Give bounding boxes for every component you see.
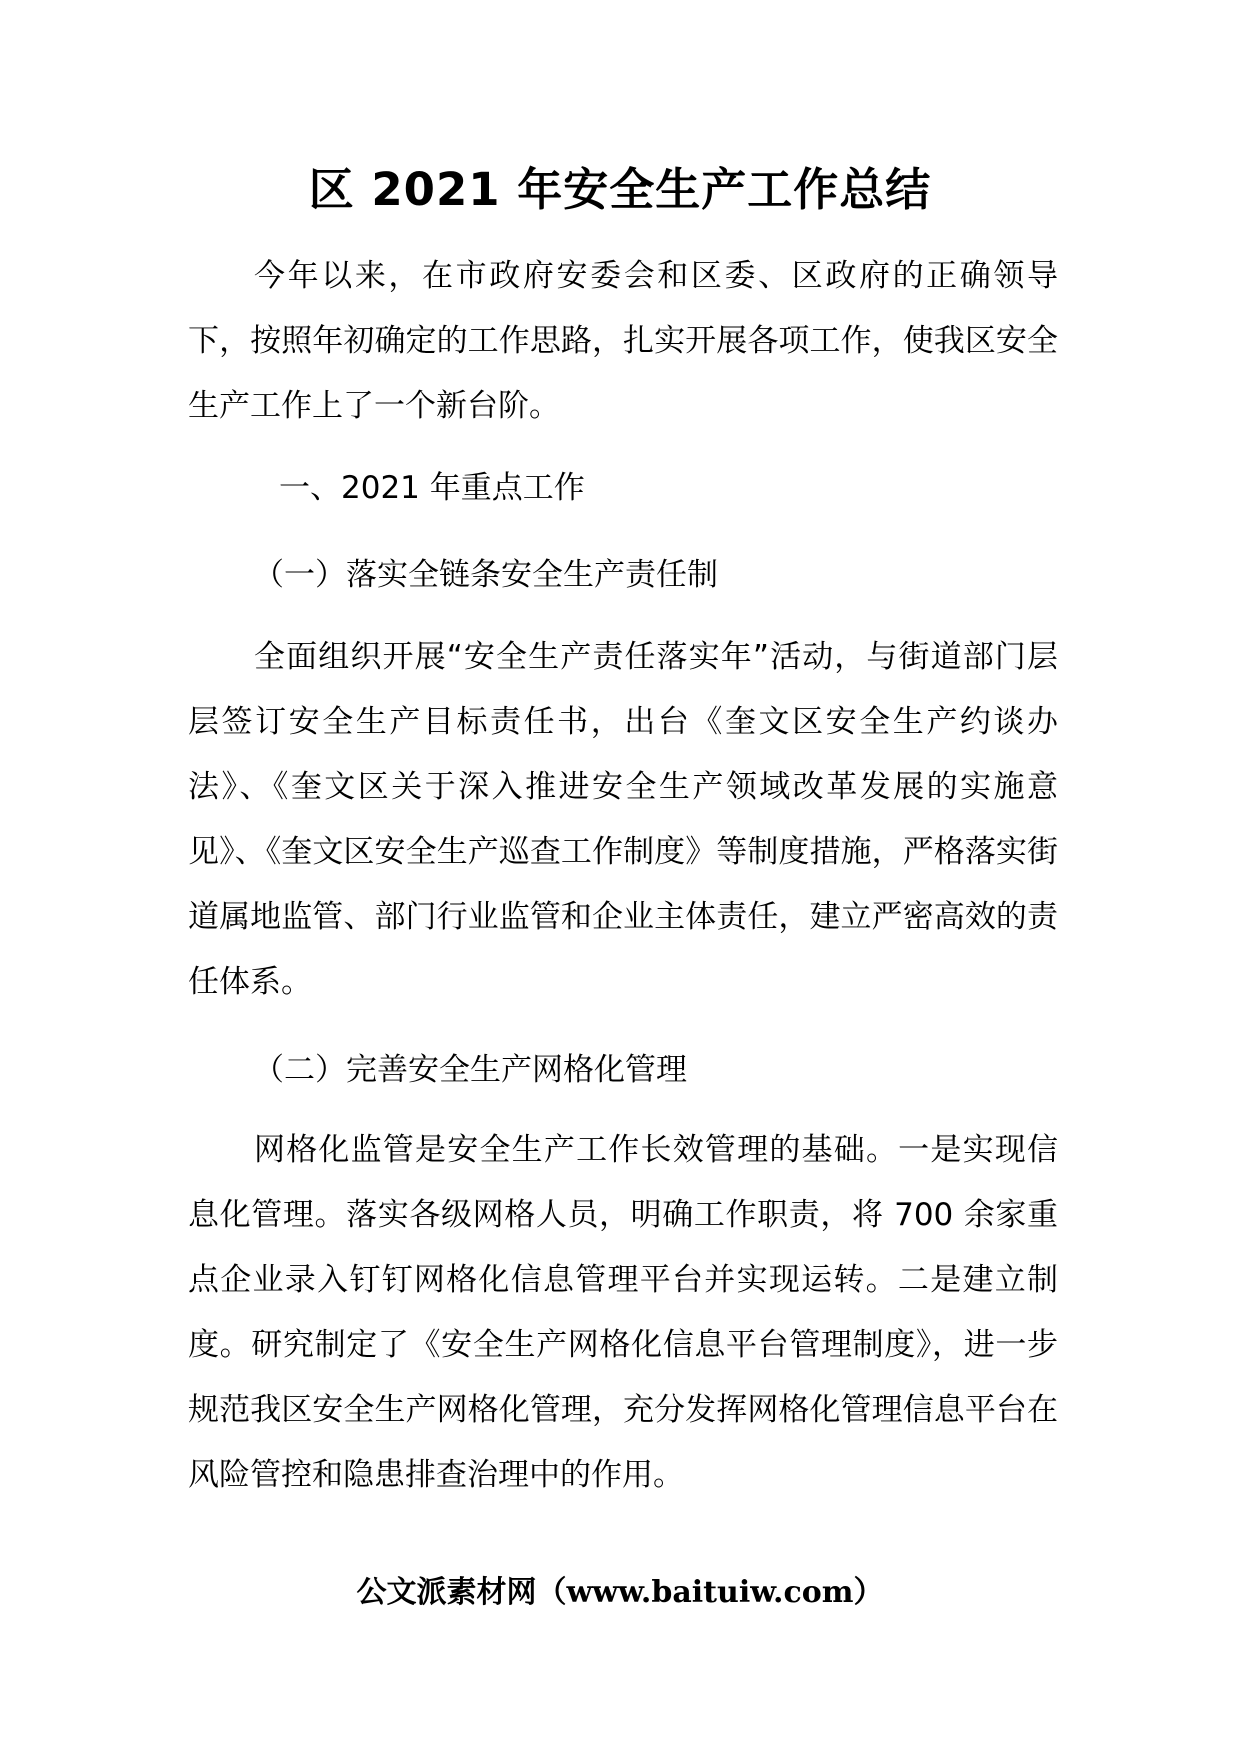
subsection-heading-responsibility: （一）落实全链条安全生产责任制 xyxy=(253,557,718,593)
footer-source-text: 公文派素材网（www.baituiw.com） xyxy=(356,1575,884,1610)
grid-management-paragraph: 网格化监管是安全生产工作长效管理的基础。一是实现信息化管理。落实各级网格人员，明确工作职责，将 700 余家重点企业录入钉钉网格化信息管理平台并实现运转。二是建立制度。研究制定了《安全生产网格化信息平台管理制度》，进一步规范我区安全生产网格化管理，充分发挥网格化管理信息平台在风险管控和隐患排查治理中的作用。 xyxy=(188,1132,1058,1493)
intro-paragraph: 今年以来，在市政府安委会和区委、区政府的正确领导下，按照年初确定的工作思路，扎实开展各项工作，使我区安全生产工作上了一个新台阶。 xyxy=(188,258,1058,424)
section-heading-key-work: 一、2021 年重点工作 xyxy=(279,470,585,506)
responsibility-paragraph: 全面组织开展“安全生产责任落实年”活动，与街道部门层层签订安全生产目标责任书，出台《奎文区安全生产约谈办法》、《奎文区关于深入推进安全生产领域改革发展的实施意见》、《奎文区安全生产巡查工作制度》等制度措施，严格落实街道属地监管、部门行业监管和企业主体责任，建立严密高效的责任体系。 xyxy=(188,639,1058,1000)
page-title: 区 2021 年安全生产工作总结 xyxy=(308,163,932,216)
subsection-heading-grid-management: （二）完善安全生产网格化管理 xyxy=(253,1052,687,1088)
